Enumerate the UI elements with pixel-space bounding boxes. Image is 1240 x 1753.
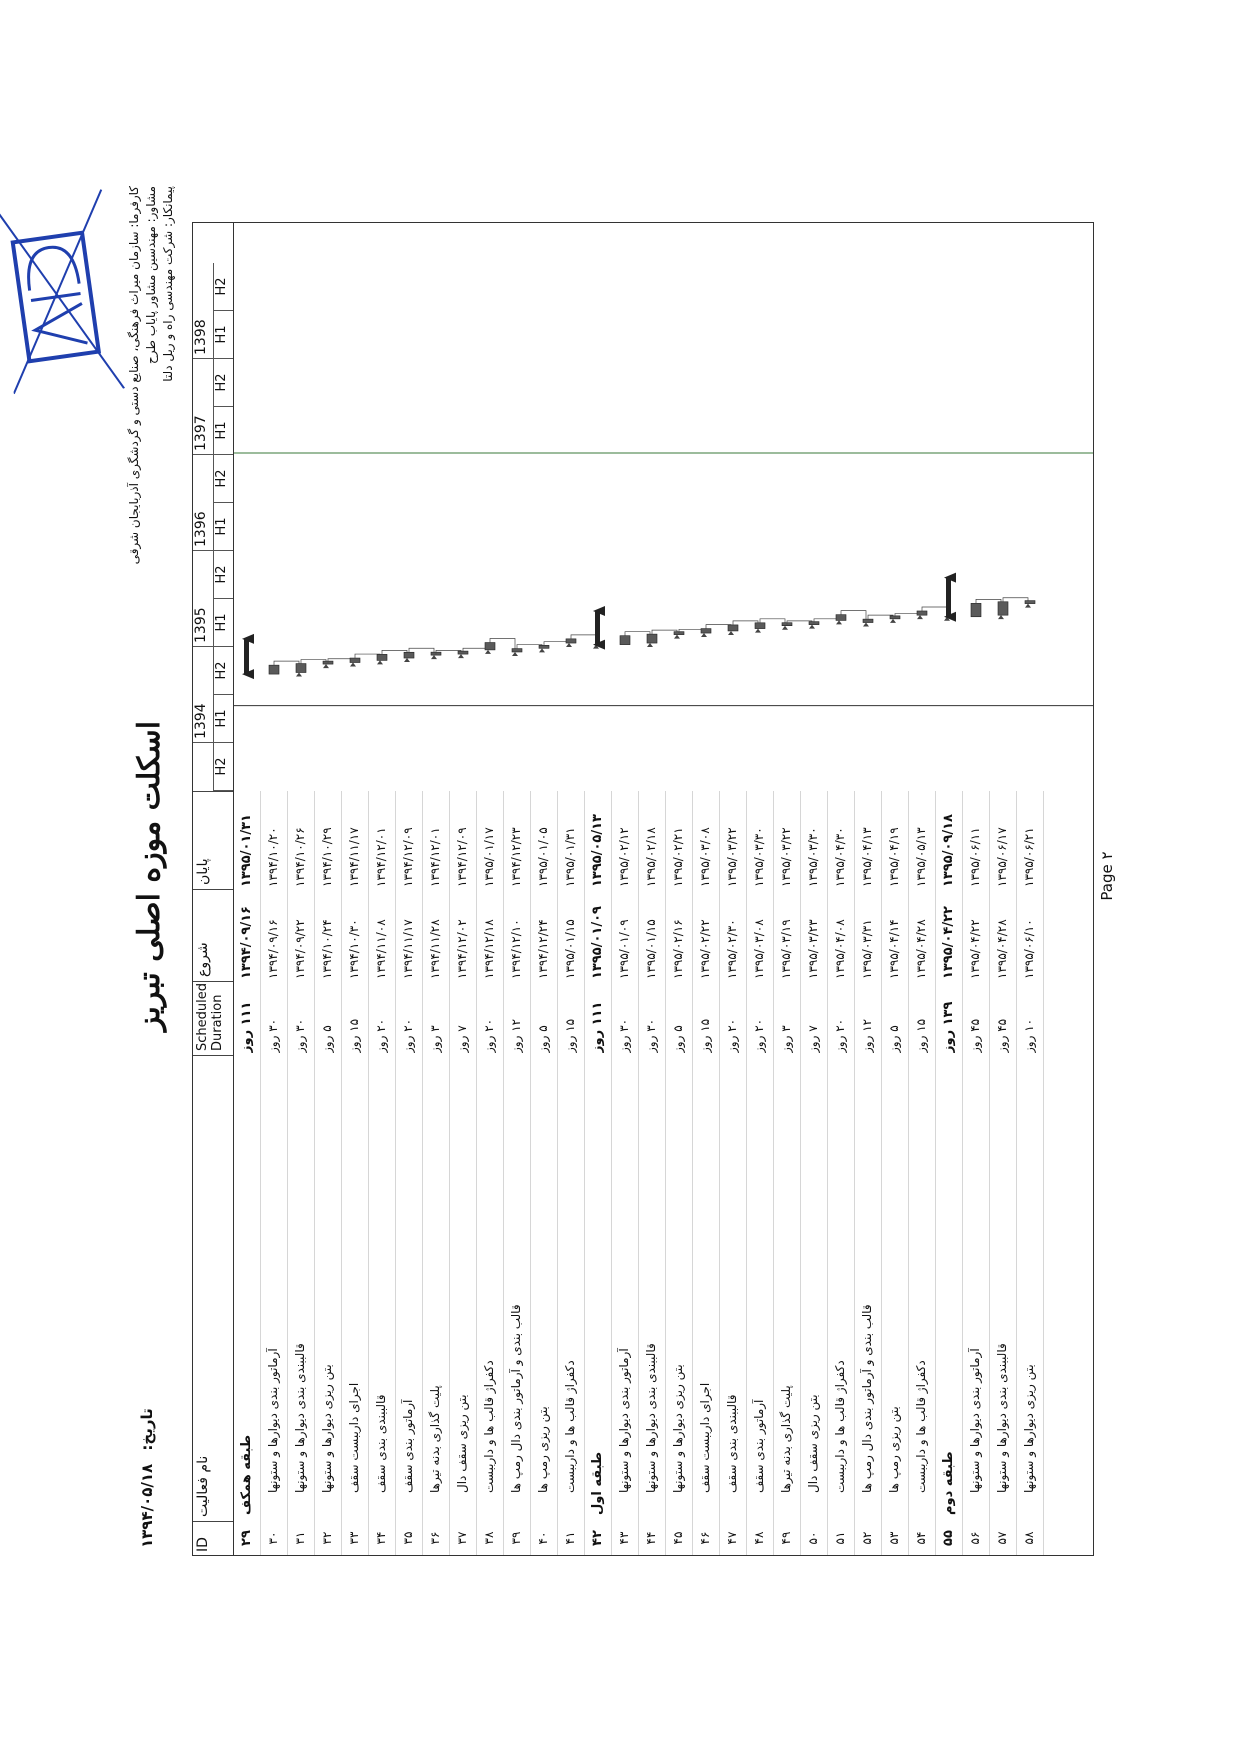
row-duration: ۱۲ روز (860, 1018, 874, 1053)
row-name: پلیت گذاری بدنه تیرها (428, 1385, 442, 1493)
row-end: ۱۳۹۵/۰۱/۳۱ (563, 827, 577, 887)
row-end: ۱۳۹۵/۰۴/۱۹ (887, 827, 901, 887)
row-start: ۱۳۹۴/۱۲/۲۴ (536, 919, 550, 979)
row-id: ۵۳ (887, 1531, 901, 1545)
dependency-arrow (323, 664, 329, 668)
row-id: ۳۱ (293, 1531, 307, 1545)
task-bar (269, 665, 279, 674)
row-start: ۱۳۹۵/۰۴/۰۸ (833, 919, 847, 979)
timescale-half: H2 (213, 455, 233, 503)
row-name: بتن ریزی دیوارها و ستونها (320, 1364, 334, 1493)
row-end: ۱۳۹۴/۱۰/۲۰ (266, 827, 280, 887)
row-name: آرماتور بندی دیوارها و ستونها (266, 1348, 280, 1493)
row-duration: ۲۰ روز (752, 1018, 766, 1053)
row-end: ۱۳۹۵/۰۲/۲۱ (671, 827, 685, 887)
row-name: طبقه دوم (941, 1451, 956, 1515)
row-name: قالببندی بندی دیوارها و ستونها (644, 1343, 658, 1493)
row-end: ۱۳۹۴/۱۲/۲۳ (509, 827, 523, 887)
row-end: ۱۳۹۵/۰۳/۳۰ (752, 827, 766, 887)
row-start: ۱۳۹۵/۰۴/۱۴ (887, 919, 901, 979)
dependency-arrow (377, 660, 383, 664)
row-duration: ۱۵ روز (698, 1018, 712, 1053)
row-name: اجرای دارببست سقف (698, 1382, 712, 1493)
timescale-year: 1398 (193, 263, 213, 359)
gantt-chart-area (234, 223, 1093, 791)
dependency-arrow (809, 625, 815, 629)
column-header-name: نام فعالیت (193, 1055, 233, 1521)
row-start: ۱۳۹۴/۱۰/۲۴ (320, 919, 334, 979)
row-start: ۱۳۹۴/۰۹/۱۶ (266, 919, 280, 979)
page-title: اسکلت موزه اصلی تبریز (132, 720, 167, 1032)
table-row[interactable] (774, 791, 801, 1555)
row-duration: ۷ روز (455, 1025, 469, 1053)
dependency-arrow (998, 615, 1004, 619)
row-id: ۵۰ (806, 1531, 820, 1545)
row-duration: ۳۰ روز (266, 1018, 280, 1053)
dependency-link (868, 615, 893, 619)
task-bar (647, 634, 657, 643)
row-id: ۵۸ (1022, 1531, 1036, 1545)
task-bar (863, 619, 873, 622)
row-end: ۱۳۹۴/۱۲/۰۹ (401, 827, 415, 887)
row-start: ۱۳۹۵/۰۳/۳۱ (860, 919, 874, 979)
row-duration: ۱۰ روز (1022, 1018, 1036, 1053)
employer-line: کارفرما: سازمان میراث فرهنگی، صنایع دستی و گردشگری آذربایجان شرقی (127, 186, 141, 565)
table-row[interactable] (639, 791, 666, 1555)
row-id: ۳۲ (320, 1531, 334, 1545)
table-row[interactable] (369, 791, 396, 1555)
timescale-year: 1397 (193, 359, 213, 455)
table-row[interactable] (855, 791, 882, 1555)
row-duration: ۴۵ روز (968, 1018, 982, 1053)
row-name: طبقه اول (590, 1451, 605, 1515)
row-duration: ۵ روز (536, 1025, 550, 1053)
row-end: ۱۳۹۵/۰۲/۱۸ (644, 827, 658, 887)
row-duration: ۱۵ روز (347, 1018, 361, 1053)
row-end: ۱۳۹۵/۰۴/۳۰ (833, 827, 847, 887)
row-name: بتن ریزی سقف دال (455, 1394, 469, 1493)
row-name: آرماتور بندی سقف (752, 1399, 766, 1493)
row-id: ۳۳ (347, 1531, 361, 1545)
column-header-end: پایان (193, 791, 233, 889)
column-header-duration (193, 981, 233, 1055)
row-id: ۳۷ (455, 1531, 469, 1545)
task-bar (485, 643, 495, 650)
dependency-arrow (512, 652, 518, 656)
dependency-arrow (566, 643, 572, 647)
row-id: ۳۹ (509, 1531, 523, 1545)
task-bar (971, 603, 981, 616)
dependency-arrow (728, 631, 734, 635)
row-name: دکفراژ قالب ها و دارببست (482, 1360, 496, 1493)
date-value: ۱۳۹۴/۰۵/۱۸ (138, 1463, 156, 1548)
row-end: ۱۳۹۵/۰۳/۲۲ (779, 827, 793, 887)
timescale-year: 1396 (193, 455, 213, 551)
row-duration: ۷ روز (806, 1025, 820, 1053)
row-end: ۱۳۹۵/۰۱/۱۷ (482, 827, 496, 887)
row-end: ۱۳۹۴/۱۲/۰۱ (428, 827, 442, 887)
table-row[interactable] (342, 791, 369, 1555)
timescale-half: H1 (213, 407, 233, 455)
row-start: ۱۳۹۴/۱۲/۰۲ (455, 919, 469, 979)
row-end: ۱۳۹۴/۱۰/۲۶ (293, 827, 307, 887)
row-start: ۱۳۹۵/۰۱/۱۵ (644, 919, 658, 979)
row-id: ۵۱ (833, 1531, 847, 1545)
row-end: ۱۳۹۴/۱۲/۰۹ (455, 827, 469, 887)
timescale-year: 1394 (193, 647, 213, 743)
duration-header-line-2: Duration (210, 994, 225, 1051)
table-row[interactable] (423, 791, 450, 1555)
row-start: ۱۳۹۴/۱۲/۱۸ (482, 919, 496, 979)
report-date (138, 1408, 156, 1556)
table-row[interactable] (288, 791, 315, 1555)
row-start: ۱۳۹۵/۰۴/۲۲ (941, 906, 956, 979)
row-duration: ۲۰ روز (482, 1018, 496, 1053)
dependency-arrow (836, 620, 842, 624)
table-row[interactable] (990, 791, 1017, 1555)
row-name: پلیت گذاری بدنه تیرها (779, 1385, 793, 1493)
row-name: بتن ریزی رمپ ها (536, 1406, 550, 1493)
row-end: ۱۳۹۵/۰۳/۳۰ (806, 827, 820, 887)
row-duration: ۵ روز (320, 1025, 334, 1053)
row-end: ۱۳۹۴/۱۲/۰۱ (374, 827, 388, 887)
row-id: ۵۲ (860, 1531, 874, 1545)
task-bar (755, 623, 765, 629)
task-bar (701, 629, 711, 633)
row-duration: ۲۰ روز (374, 1018, 388, 1053)
row-name: بتن ریزی دیوارها و ستونها (671, 1364, 685, 1493)
table-row[interactable] (828, 791, 855, 1555)
row-name: قالببندی بندی سقف (374, 1394, 388, 1493)
row-name: آرماتور بندی دیوارها و ستونها (617, 1348, 631, 1493)
row-name: بتن ریزی دیوارها و ستونها (1022, 1364, 1036, 1493)
rotated-gantt-sheet (120, 176, 1120, 1576)
project-parties (126, 186, 177, 746)
table-row[interactable] (315, 791, 342, 1555)
row-id: ۵۴ (914, 1531, 928, 1545)
row-start: ۱۳۹۴/۰۹/۱۶ (239, 906, 254, 979)
page-number: Page ۲ (1098, 851, 1116, 901)
row-duration: ۵ روز (887, 1025, 901, 1053)
row-id: ۳۴ (374, 1531, 388, 1545)
row-start: ۱۳۹۵/۰۲/۳۰ (725, 919, 739, 979)
row-id: ۴۸ (752, 1531, 766, 1545)
table-row[interactable] (801, 791, 828, 1555)
row-start: ۱۳۹۴/۱۱/۱۷ (401, 919, 415, 979)
task-bar (836, 615, 846, 621)
timescale-half: H2 (213, 551, 233, 599)
row-name: آرماتور بندی دیوارها و ستونها (968, 1348, 982, 1493)
timescale-half: H1 (213, 695, 233, 743)
row-name: آرماتور بندی سقف (401, 1399, 415, 1493)
row-name: اجرای دارببست سقف (347, 1382, 361, 1493)
table-row[interactable] (612, 791, 639, 1555)
row-name: قالببندی بندی دیوارها و ستونها (995, 1343, 1009, 1493)
dependency-arrow (350, 663, 356, 667)
row-duration: ۴۵ روز (995, 1018, 1009, 1053)
row-start: ۱۳۹۵/۰۱/۱۵ (563, 919, 577, 979)
table-row[interactable] (693, 791, 720, 1555)
table-row[interactable] (504, 791, 531, 1555)
dependency-arrow (863, 623, 869, 627)
row-name: قالببندی بندی سقف (725, 1394, 739, 1493)
summary-bar (946, 578, 951, 617)
table-row[interactable] (585, 791, 612, 1555)
row-duration: ۳ روز (779, 1025, 793, 1053)
row-start: ۱۳۹۵/۰۲/۱۶ (671, 919, 685, 979)
row-end: ۱۳۹۵/۰۶/۱۷ (995, 827, 1009, 887)
activity-rows (234, 791, 1044, 1555)
row-duration: ۱۵ روز (563, 1018, 577, 1053)
timescale-half: H2 (213, 647, 233, 695)
summary-bar (595, 611, 600, 645)
contractor-line: پیمانکار: شرکت مهندسی راه و ریل دلتا (161, 186, 175, 382)
row-id: ۳۰ (266, 1531, 280, 1545)
row-start: ۱۳۹۵/۰۴/۲۸ (914, 919, 928, 979)
row-start: ۱۳۹۴/۱۰/۳۰ (347, 919, 361, 979)
row-id: ۴۰ (536, 1531, 550, 1545)
task-bar (539, 645, 549, 648)
row-duration: ۵ روز (671, 1025, 685, 1053)
row-id: ۴۱ (563, 1531, 577, 1545)
row-id: ۴۹ (779, 1531, 793, 1545)
row-start: ۱۳۹۵/۰۳/۲۳ (806, 919, 820, 979)
timescale-half: H1 (213, 503, 233, 551)
row-end: ۱۳۹۵/۰۹/۱۸ (941, 814, 956, 887)
task-bar (296, 664, 306, 673)
row-end: ۱۳۹۵/۰۴/۱۳ (860, 827, 874, 887)
table-row[interactable] (936, 791, 963, 1555)
row-name: طبقه همکف (239, 1434, 254, 1515)
row-duration: ۲۰ روز (725, 1018, 739, 1053)
dependency-arrow (1025, 604, 1031, 608)
timescale-half: H1 (213, 599, 233, 647)
dependency-arrow (458, 654, 464, 658)
table-row[interactable] (666, 791, 693, 1555)
row-duration: ۳۰ روز (644, 1018, 658, 1053)
row-id: ۵۷ (995, 1531, 1009, 1545)
task-bar (998, 602, 1008, 615)
row-id: ۳۵ (401, 1531, 415, 1545)
row-id: ۴۷ (725, 1531, 739, 1545)
row-start: ۱۳۹۵/۰۴/۲۸ (995, 919, 1009, 979)
row-start: ۱۳۹۴/۱۱/۰۸ (374, 919, 388, 979)
row-end: ۱۳۹۵/۰۶/۱۱ (968, 827, 982, 887)
row-name: دکفراژ قالب ها و دارببست (833, 1360, 847, 1493)
task-bar (1025, 601, 1035, 604)
task-bar (620, 636, 630, 645)
row-duration: ۲۰ روز (833, 1018, 847, 1053)
row-name: قالب بندی و آرماتور بندی دال رمپ ها (860, 1304, 874, 1493)
row-end: ۱۳۹۵/۰۳/۰۸ (698, 827, 712, 887)
row-id: ۲۹ (239, 1530, 254, 1546)
row-end: ۱۳۹۴/۱۰/۲۹ (320, 827, 334, 887)
table-row[interactable] (747, 791, 774, 1555)
row-end: ۱۳۹۵/۰۵/۱۳ (590, 814, 605, 887)
column-header-id: ID (193, 1521, 233, 1555)
row-end: ۱۳۹۵/۰۱/۳۱ (239, 814, 254, 887)
table-row[interactable] (882, 791, 909, 1555)
dependency-arrow (485, 650, 491, 654)
row-start: ۱۳۹۵/۰۲/۲۲ (698, 919, 712, 979)
row-duration: ۳ روز (428, 1025, 442, 1053)
row-start: ۱۳۹۴/۱۱/۲۸ (428, 919, 442, 979)
task-bar (917, 611, 927, 615)
row-start: ۱۳۹۵/۰۴/۲۲ (968, 919, 982, 979)
row-duration: ۳۰ روز (617, 1018, 631, 1053)
row-end: ۱۳۹۵/۰۵/۱۳ (914, 827, 928, 887)
row-id: ۳۶ (428, 1531, 442, 1545)
row-start: ۱۳۹۵/۰۱/۰۹ (590, 906, 605, 979)
table-row[interactable] (477, 791, 504, 1555)
row-start: ۱۳۹۴/۰۹/۲۲ (293, 919, 307, 979)
task-bar (404, 652, 414, 658)
row-start: ۱۳۹۵/۰۳/۱۹ (779, 919, 793, 979)
dependency-arrow (647, 643, 653, 647)
timescale-half: H2 (213, 263, 233, 311)
table-row[interactable] (909, 791, 936, 1555)
row-id: ۴۳ (617, 1531, 631, 1545)
row-duration: ۱۵ روز (914, 1018, 928, 1053)
row-start: ۱۳۹۴/۱۲/۱۰ (509, 919, 523, 979)
timescale-half: H2 (213, 359, 233, 407)
task-bar (377, 654, 387, 660)
table-row[interactable] (234, 791, 261, 1555)
company-stamp (0, 178, 139, 403)
dependency-arrow (404, 658, 410, 662)
table-row[interactable] (396, 791, 423, 1555)
row-duration: ۳۰ روز (293, 1018, 307, 1053)
timescale-half: H1 (213, 311, 233, 359)
table-row[interactable] (558, 791, 585, 1555)
row-id: ۴۵ (671, 1531, 685, 1545)
row-start: ۱۳۹۵/۰۶/۱۰ (1022, 919, 1036, 979)
row-name: دکفراژ قالب ها و دارببست (914, 1360, 928, 1493)
gantt-timescale (193, 223, 234, 791)
column-header-row (193, 791, 234, 1555)
row-name: بتن ریزی رمپ ها (887, 1406, 901, 1493)
consultant-line: مشاور: مهندسین مشاور پایاب طرح (144, 186, 158, 364)
dependency-arrow (296, 673, 302, 677)
row-start: ۱۳۹۵/۰۳/۰۸ (752, 919, 766, 979)
row-duration: ۲۰ روز (401, 1018, 415, 1053)
table-row[interactable] (1017, 791, 1044, 1555)
row-duration: ۱۳۹ روز (941, 1001, 956, 1053)
timescale-year: 1395 (193, 551, 213, 647)
table-row[interactable] (720, 791, 747, 1555)
row-start: ۱۳۹۵/۰۱/۰۹ (617, 919, 631, 979)
dependency-arrow (674, 635, 680, 639)
task-bar (566, 639, 576, 643)
row-name: قالببندی بندی دیوارها و ستونها (293, 1343, 307, 1493)
row-id: ۵۶ (968, 1531, 982, 1545)
timescale-half: H2 (213, 743, 233, 791)
task-bar (350, 658, 360, 662)
date-label: تاریخ: (138, 1408, 156, 1451)
row-end: ۱۳۹۵/۰۲/۱۲ (617, 827, 631, 887)
row-end: ۱۳۹۵/۰۱/۰۵ (536, 827, 550, 887)
row-name: بتن ریزی سقف دال (806, 1394, 820, 1493)
table-row[interactable] (261, 791, 288, 1555)
row-id: ۳۸ (482, 1531, 496, 1545)
stamp-icon (0, 179, 134, 404)
row-name: قالب بندی و آرماتور بندی دال رمپ ها (509, 1304, 523, 1493)
table-row[interactable] (963, 791, 990, 1555)
table-row[interactable] (450, 791, 477, 1555)
row-id: ۴۲ (590, 1530, 605, 1546)
row-end: ۱۳۹۵/۰۶/۲۱ (1022, 827, 1036, 887)
dependency-arrow (431, 655, 437, 659)
task-bar (728, 625, 738, 631)
dependency-link (517, 645, 542, 649)
column-header-start: شروع (193, 889, 233, 981)
task-bar (512, 649, 522, 652)
dependency-arrow (917, 615, 923, 619)
dependency-arrow (701, 633, 707, 637)
row-end: ۱۳۹۴/۱۱/۱۷ (347, 827, 361, 887)
row-id: ۴۶ (698, 1531, 712, 1545)
row-duration: ۱۲ روز (509, 1018, 523, 1053)
gantt-table (192, 222, 1094, 1556)
dependency-arrow (782, 626, 788, 630)
duration-header-line-1: Scheduled (195, 983, 210, 1051)
row-duration: ۱۱۱ روز (590, 1001, 605, 1053)
dependency-arrow (755, 629, 761, 633)
row-duration: ۱۱۱ روز (239, 1001, 254, 1053)
dependency-arrow (539, 648, 545, 652)
row-end: ۱۳۹۵/۰۳/۲۲ (725, 827, 739, 887)
row-id: ۴۴ (644, 1531, 658, 1545)
row-id: ۵۵ (941, 1530, 956, 1546)
table-row[interactable] (531, 791, 558, 1555)
dependency-arrow (890, 619, 896, 623)
summary-bar (244, 639, 249, 674)
row-name: دکفراژ قالب ها و دارببست (563, 1360, 577, 1493)
